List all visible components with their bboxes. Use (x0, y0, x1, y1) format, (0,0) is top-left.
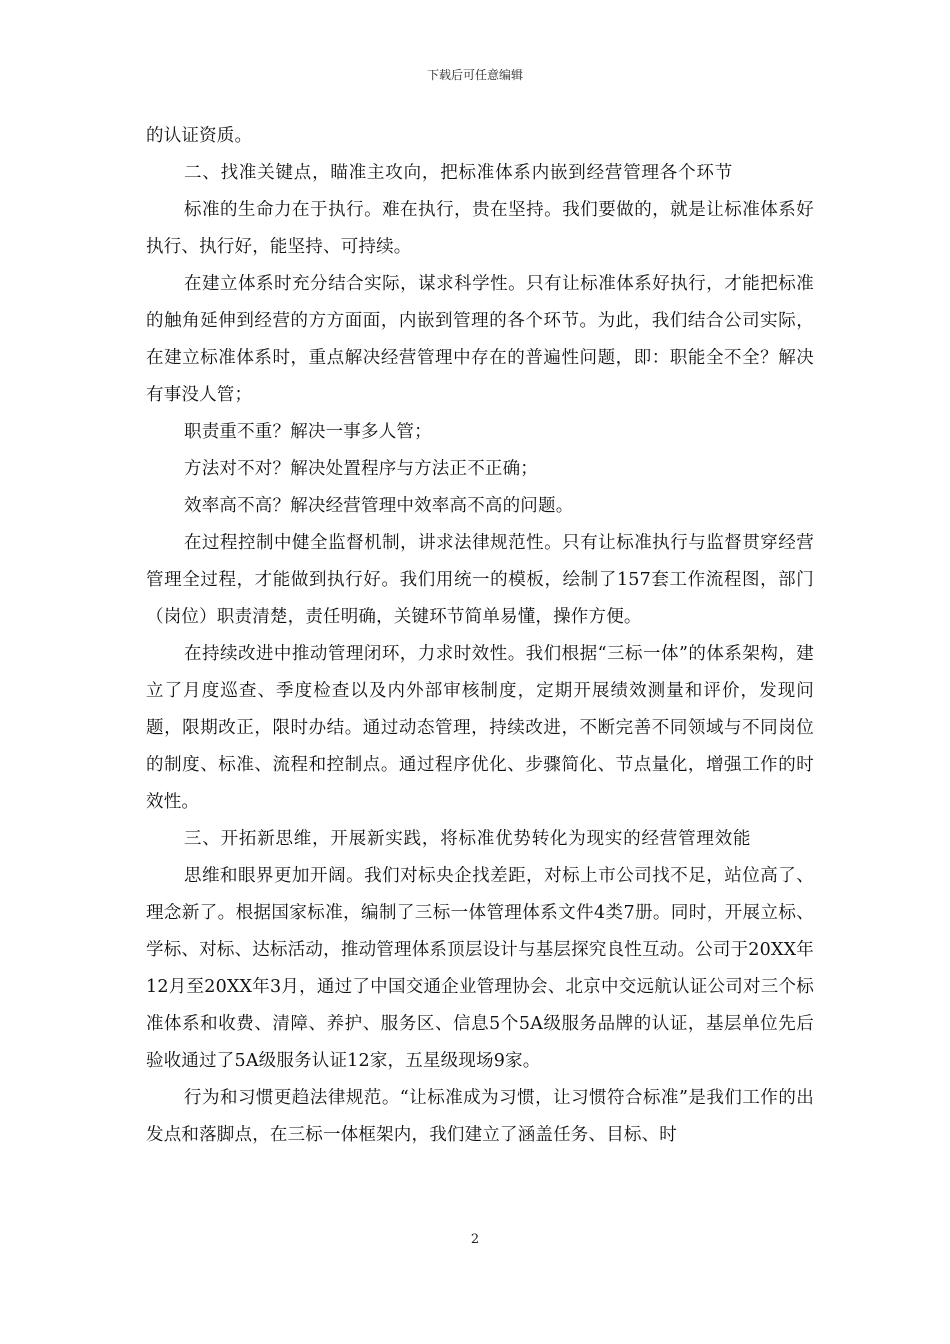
paragraph: 职责重不重？解决一事多人管； (184, 422, 432, 442)
paragraph: 在持续改进中推动管理闭环，力求时效性。我们根据“三标一体”的体系架构，建立了月度巡查、季度检查以及内外部审核制度，定期开展绩效测量和评价，发现问题，限期改正，限时办结。通过动态管理，持续改进，不断完善不同领域与不同岗位的制度、标准、流程和控制点。通过程序优化、步骤简化、节点量化，增强工作的时效性。 (146, 644, 814, 812)
paragraph: 效率高不高？解决经营管理中效率高不高的问题。 (184, 496, 574, 516)
paragraph: 行为和习惯更趋法律规范。“让标准成为习惯，让习惯符合标准”是我们工作的出发点和落脚点，在三标一体框架内，我们建立了涵盖任务、目标、时 (146, 1088, 814, 1145)
paragraph: 思维和眼界更加开阔。我们对标央企找差距，对标上市公司找不足，站位高了、理念新了。根据国家标准，编制了三标一体管理体系文件4类7册。同时，开展立标、学标、对标、达标活动，推动管理体系顶层设计与基层探究良性互动。公司于20XX年12月至20XX年3月，通过了中国交通企业管理协会、北京中交远航认证公司对三个标准体系和收费、清障、养护、服务区、信息5个5A级服务品牌的认证，基层单位先后验收通过了5A级服务认证12家，五星级现场9家。 (146, 866, 814, 1071)
paragraph: 在过程控制中健全监督机制，讲求法律规范性。只有让标准执行与监督贯穿经营管理全过程，才能做到执行好。我们用统一的模板，绘制了157套工作流程图，部门（岗位）职责清楚，责任明确，关键环节简单易懂，操作方便。 (146, 533, 814, 627)
paragraph: 标准的生命力在于执行。难在执行，贵在坚持。我们要做的，就是让标准体系好执行、执行好，能坚持、可持续。 (146, 200, 814, 257)
paragraph: 的认证资质。 (146, 126, 253, 146)
page-number: 2 (470, 1232, 480, 1247)
section-heading: 二、找准关键点，瞄准主攻向，把标准体系内嵌到经营管理各个环节 (184, 163, 733, 183)
page-header: 下载后可任意编辑 (426, 68, 523, 82)
section-heading: 三、开拓新思维，开展新实践，将标准优势转化为现实的经营管理效能 (184, 829, 752, 849)
paragraph: 方法对不对？解决处置程序与方法正不正确； (184, 459, 538, 479)
paragraph: 在建立体系时充分结合实际，谋求科学性。只有让标准体系好执行，才能把标准的触角延伸到经营的方方面面，内嵌到管理的各个环节。为此，我们结合公司实际，在建立标准体系时，重点解决经营管理中存在的普遍性问题，即：职能全不全？解决有事没人管； (146, 274, 814, 405)
document-body (146, 118, 814, 1154)
